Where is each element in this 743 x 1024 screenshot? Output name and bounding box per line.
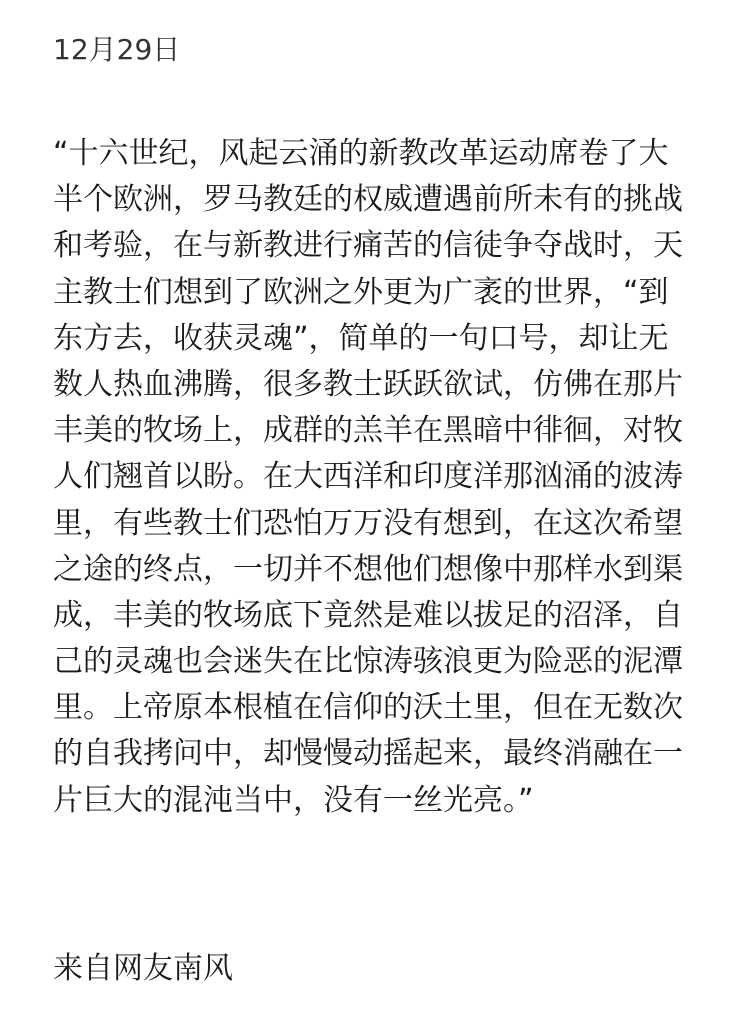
body-line: 人们翘首以盼。在大西洋和印度洋那汹涌的波涛	[53, 459, 683, 495]
body-line: 片巨大的混沌当中，没有一丝光亮。”	[53, 782, 534, 818]
body-line: “十六世纪，风起云涌的新教改革运动席卷了大	[53, 136, 669, 171]
body-line: 丰美的牧场上，成群的羔羊在黑暗中徘徊，对牧	[53, 413, 683, 449]
note-date: 12月29日	[53, 33, 181, 66]
body-line: 成，丰美的牧场底下竟然是难以拔足的沼泽，自	[53, 597, 683, 633]
body-line: 里，有些教士们恐怕万万没有想到，在这次希望	[53, 505, 683, 541]
body-line: 东方去，收获灵魂”，简单的一句口号，却让无	[53, 320, 669, 356]
body-line: 和考验，在与新教进行痛苦的信徒争夺战时，天	[53, 228, 683, 264]
body-line: 主教士们想到了欧洲之外更为广袤的世界，“到	[53, 274, 669, 310]
body-line: 的自我拷问中，却慢慢动摇起来，最终消融在一	[53, 736, 683, 772]
body-line: 数人热血沸腾，很多教士跃跃欲试，仿佛在那片	[53, 366, 683, 402]
body-line: 里。上帝原本根植在信仰的沃土里，但在无数次	[53, 690, 683, 726]
body-line: 之途的终点，一切并不想他们想像中那样水到渠	[53, 551, 683, 587]
body-line: 半个欧洲，罗马教廷的权威遭遇前所未有的挑战	[53, 182, 683, 218]
note-body	[53, 131, 687, 824]
note-source: 来自网友南风	[53, 951, 233, 986]
body-line: 己的灵魂也会迷失在比惊涛骇浪更为险恶的泥潭	[53, 644, 683, 680]
